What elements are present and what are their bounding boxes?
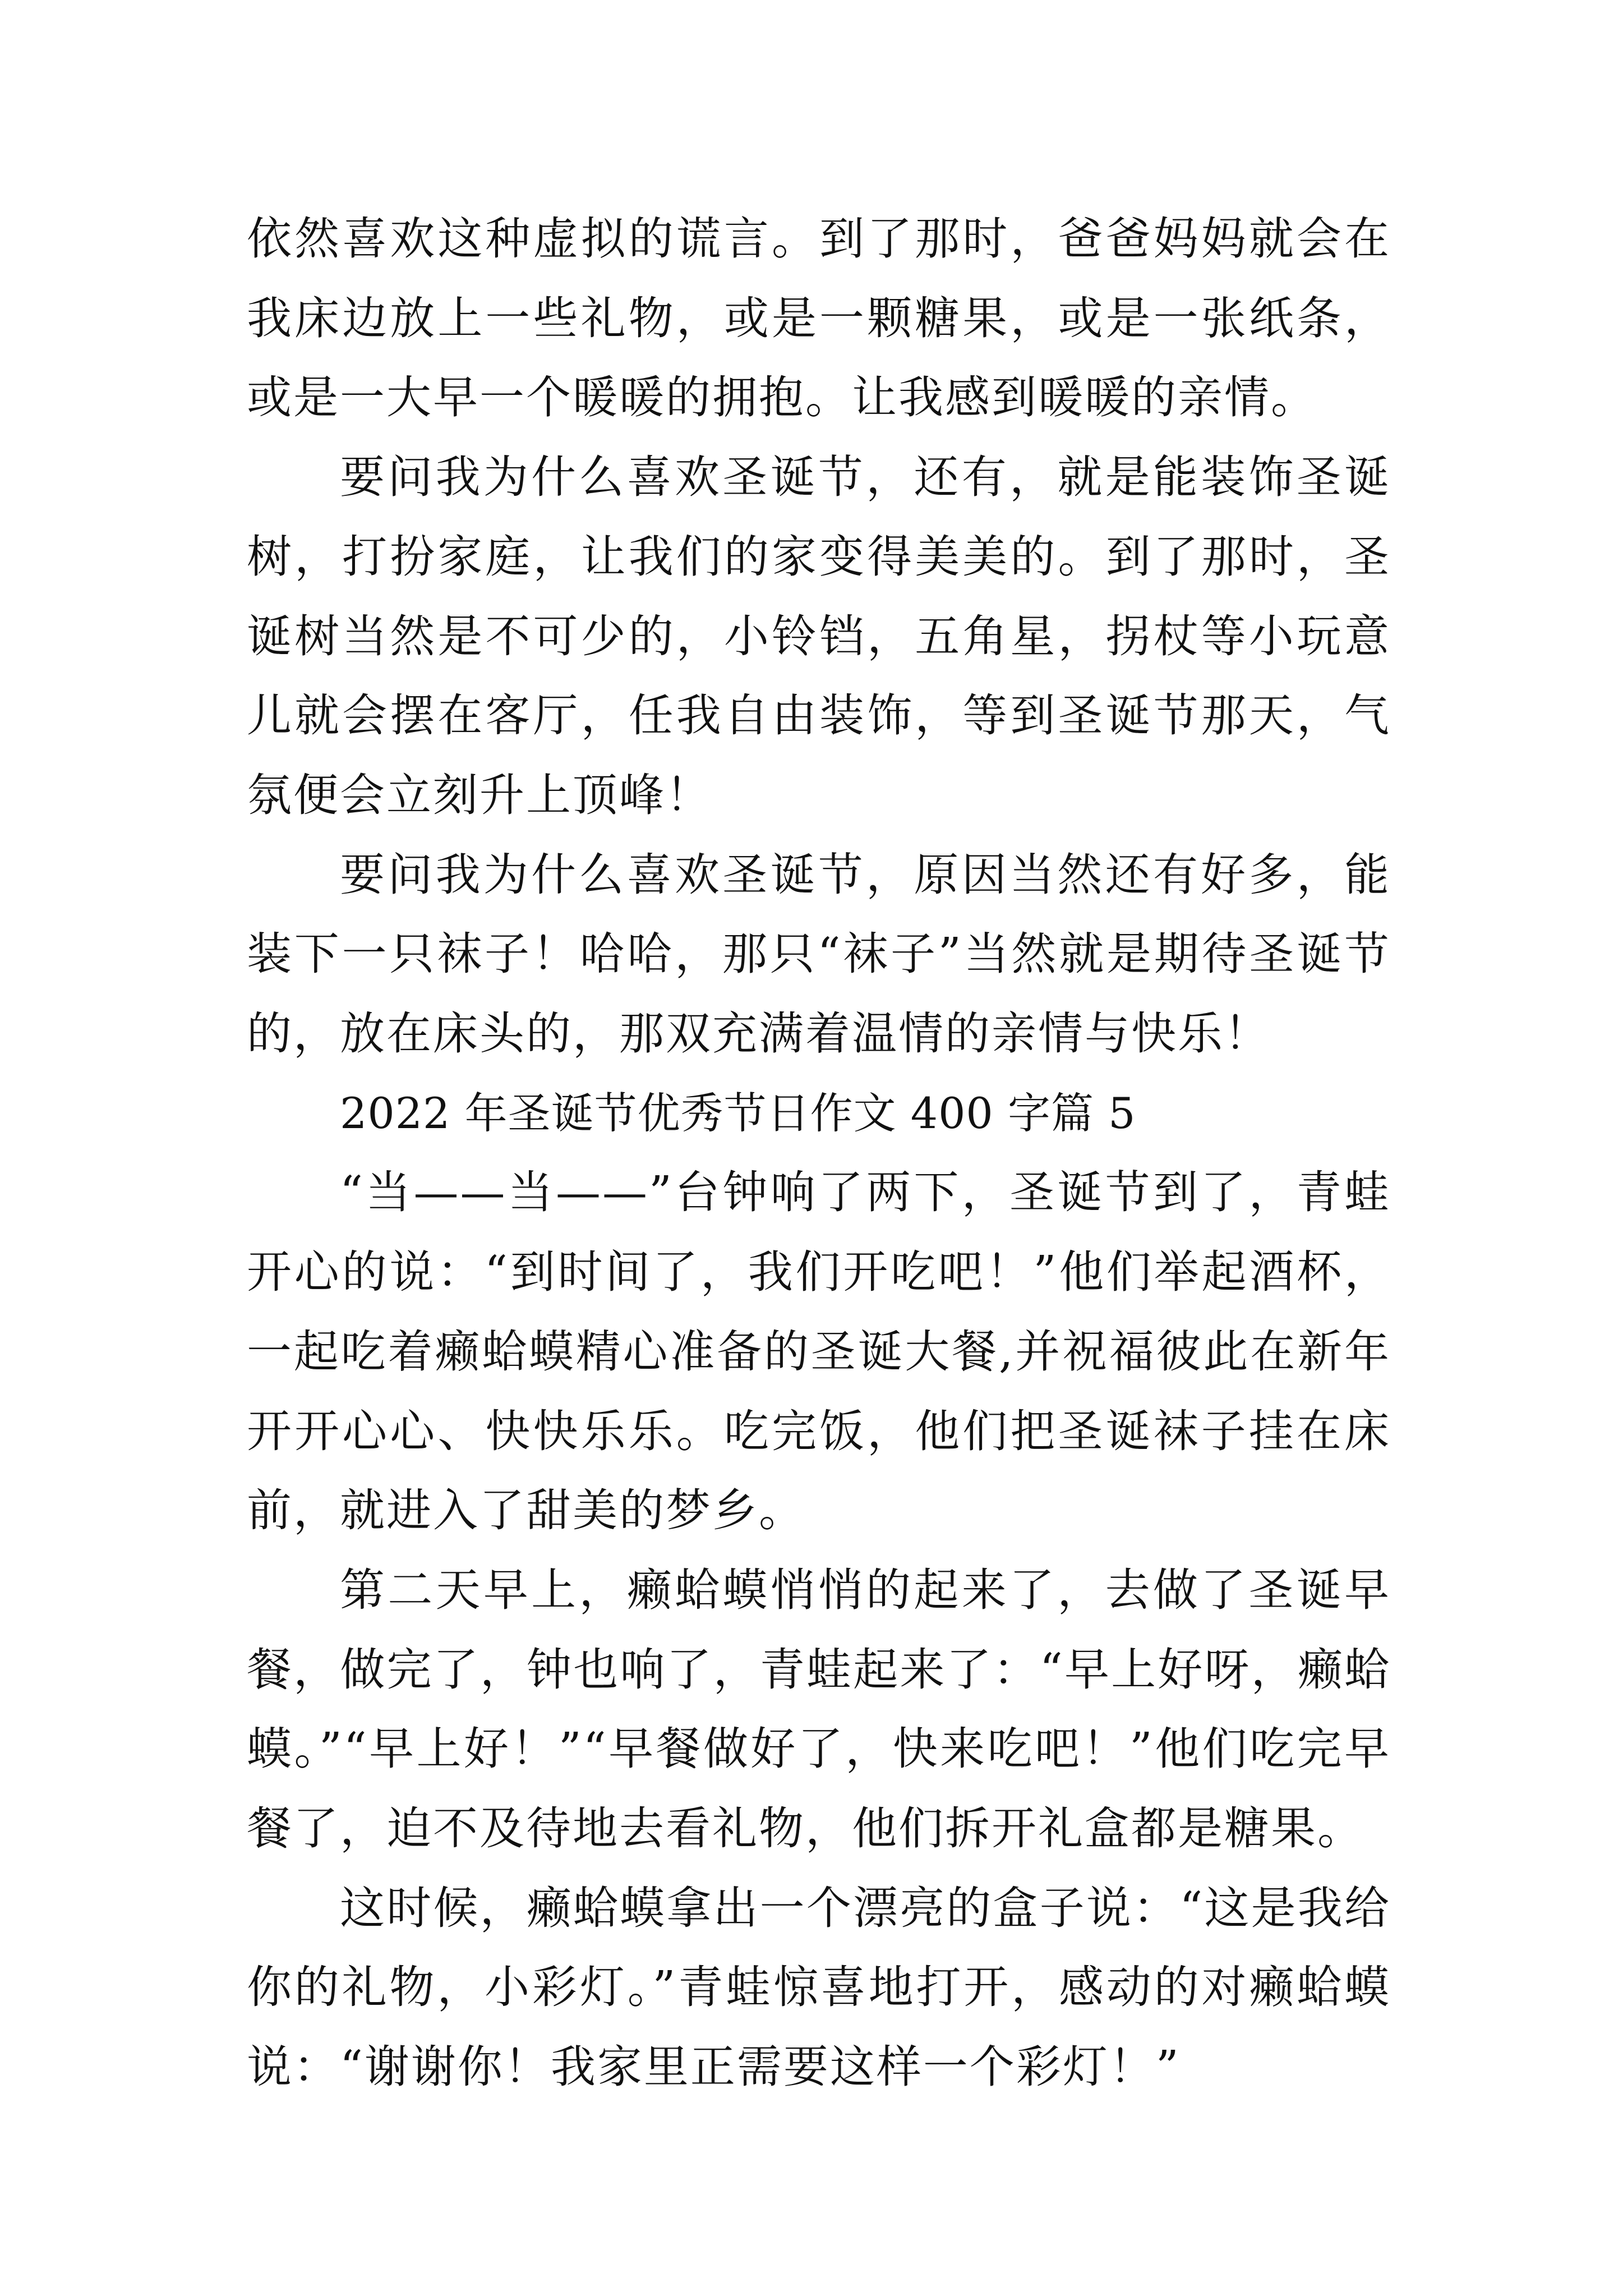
paragraph-continuation: 依然喜欢这种虚拟的谎言。到了那时，爸爸妈妈就会在我床边放上一些礼物，或是一颗糖果，或是一张纸条，或是一大早一个暖暖的拥抱。让我感到暖暖的亲情。 [247,213,1391,424]
paragraph-stocking: 要问我为什么喜欢圣诞节，原因当然还有好多，能装下一只袜子！哈哈，那只“袜子”当然就是期待圣诞节的，放在床头的，那双充满着温情的亲情与快乐！ [247,848,1391,1060]
paragraph-decorating-tree: 要问我为什么喜欢圣诞节，还有，就是能装饰圣诞树，打扮家庭，让我们的家变得美美的。到了那时，圣诞树当然是不可少的，小铃铛，五角星，拐杖等小玩意儿就会摆在客厅，任我自由装饰，等到圣诞节那天，气氛便会立刻升上顶峰！ [247,451,1391,821]
section-heading: 2022 年圣诞节优秀节日作文 400 字篇 5 [340,1088,1136,1138]
paragraph-christmas-dinner: “当——当——”台钟响了两下，圣诞节到了，青蛙开心的说：“到时间了，我们开吃吧！”他们举起酒杯，一起吃着癞蛤蟆精心准备的圣诞大餐,并祝福彼此在新年开开心心、快快乐乐。吃完饭，他们把圣诞袜子挂在床前，就进入了甜美的梦乡。 [247,1166,1391,1537]
paragraph-morning: 第二天早上，癞蛤蟆悄悄的起来了，去做了圣诞早餐，做完了，钟也响了，青蛙起来了：“早上好呀，癞蛤蟆。”“早上好！”“早餐做好了，快来吃吧！”他们吃完早餐了，迫不及待地去看礼物，他们拆开礼盒都是糖果。 [247,1563,1391,1855]
document-body [247,199,1391,2107]
paragraph-gift: 这时候，癞蛤蟆拿出一个漂亮的盒子说：“这是我给你的礼物，小彩灯。”青蛙惊喜地打开，感动的对癞蛤蟆说：“谢谢你！我家里正需要这样一个彩灯！” [247,1881,1391,2093]
